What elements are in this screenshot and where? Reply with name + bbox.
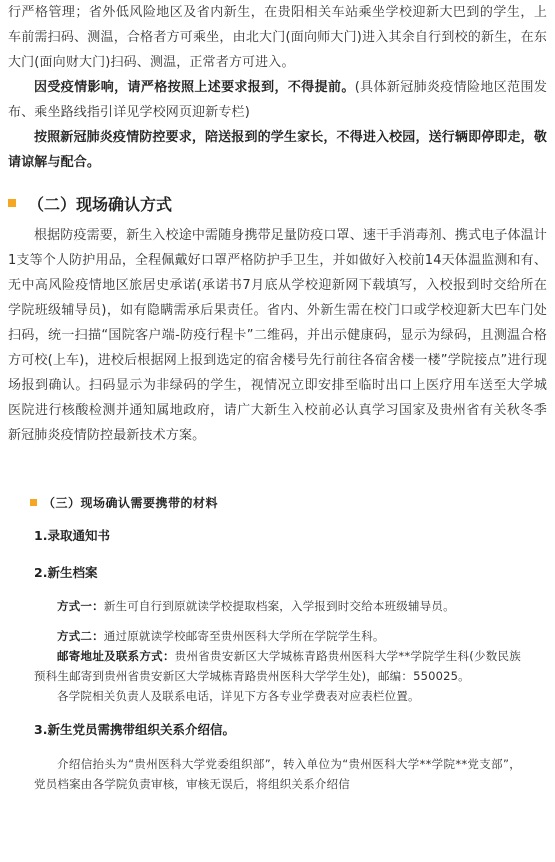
paragraph-method-one [0,596,555,616]
item-admission-letter: 1.录取通知书 [34,528,110,543]
notice-detail: (具体新冠肺炎疫情险地区范围发布、乘坐路线指引详见学校网页迎新专栏) [8,80,547,120]
item-party-letter: 3.新生党员需携带组织关系介绍信。 [34,722,235,737]
bold-notice: 因受疫情影响，请严格按照上述要求报到，不得提前。 [34,80,355,95]
paragraph-epidemic-note [0,75,555,125]
method-two-text: 通过原就读学校邮寄至贵州医科大学所在学院学生科。 [103,629,385,643]
address-label: 邮寄地址及联系方式： [57,649,175,663]
paragraph-method-two [0,626,555,646]
paragraph-contact: 各学院相关负责人及联系电话，详见下方各专业学费表对应表栏位置。 [57,689,420,703]
section-title: （三）现场确认需要携带的材料 [43,495,219,510]
square-bullet-icon [8,199,16,207]
method-one-text: 新生可自行到原就读学校提取档案，入学报到时交给本班级辅导员。 [103,599,455,613]
paragraph-mailing-address [0,646,555,686]
section-heading-materials [0,490,555,514]
method-two-label: 方式二： [57,629,104,643]
method-one-label: 方式一： [57,599,104,613]
paragraph-intro-letter: 介绍信抬头为“贵州医科大学党委组织部”，转入单位为“贵州医科大学**学院**党支部”，党员档案由各学院负责审核，审核无误后，将组织关系介绍信 [34,757,521,791]
section-title: （二）现场确认方式 [28,194,173,214]
item-student-file: 2.新生档案 [34,565,98,580]
address-text: 贵州省贵安新区大学城栋青路贵州医科大学**学院学生科(少数民族预科生邮寄到贵州省贵安新区大学城栋青路贵州医科大学学生处)，邮编：550025。 [34,649,522,683]
section-heading-confirm-method [0,183,555,223]
paragraph-parent-rule: 按照新冠肺炎疫情防控要求，陪送报到的学生家长，不得进入校园，送行辆即停即走，敬请谅解与配合。 [8,130,547,170]
paragraph-confirm-method: 根据防疫需要，新生入校途中需随身携带足量防疫口罩、速干手消毒剂、携式电子体温计1支等个人防护用品，全程佩戴好口罩严格防护手卫生，并如做好入校前14天体温监测和有、无中高风险疫情地区旅居史承诺(承诺书7月底从学校迎新网下载填写，入校报到时交给所在学院班级辅导员)，如有隐瞒需承后果责任。省内、外新生需在校门口或学校迎新大巴车门处扫码，统一扫描“国院客户端-防疫行程卡”二维码，并出示健康码，显示为绿码，且测温合格方可校(上车)，进校后根据网上报到选定的宿舍楼号先行前往各宿舍楼一楼”学院接点”进行现场报到确认。扫码显示为非绿码的学生，视情况立即安排至临时出口上医疗用车送至大学城医院进行核酸检测并通知属地政府，请广大新生入校前必认真学习国家及贵州省有关秋冬季新冠肺炎疫情防控最新技术方案。 [8,228,547,443]
paragraph-arrival-rules: 行严格管理；省外低风险地区及省内新生，在贵阳相关车站乘坐学校迎新大巴到的学生，上车前需扫码、测温，合格者方可乘坐，由北大门(面向师大门)进入其余自行到校的新生，在东大门(面向财大门)扫码、测温，正常者方可进入。 [8,5,547,70]
square-bullet-icon [30,499,37,506]
